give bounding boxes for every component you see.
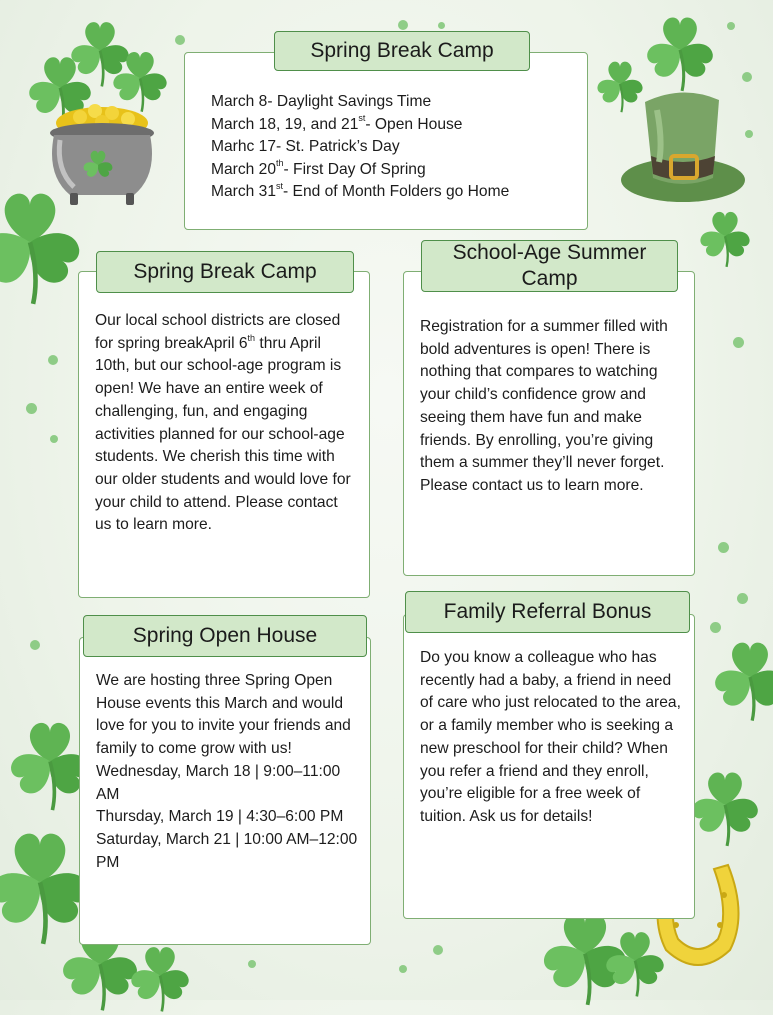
open-house-title: Spring Open House	[83, 615, 367, 657]
spring-break-title: Spring Break Camp	[96, 251, 354, 293]
events-card	[184, 52, 588, 230]
decorative-dot	[438, 22, 445, 29]
decorative-dot	[733, 337, 744, 348]
decorative-dot	[742, 72, 752, 82]
referral-card	[403, 614, 695, 919]
shamrock-icon	[700, 210, 750, 270]
event-line: Marhc 17- St. Patrick’s Day	[211, 138, 400, 155]
event-line: March 8- Daylight Savings Time	[211, 93, 432, 110]
shamrock-icon	[120, 945, 200, 1015]
pot-of-gold-icon	[40, 95, 165, 210]
decorative-dot	[26, 403, 37, 414]
decorative-dot	[433, 945, 443, 955]
decorative-dot	[398, 20, 408, 30]
decorative-dot	[745, 130, 753, 138]
open-house-intro: We are hosting three Spring Open House events this March and would love for you to invite your friends and family to come grow with us!	[96, 672, 351, 758]
open-house-card	[79, 637, 371, 945]
decorative-dot	[48, 355, 58, 365]
decorative-dot	[248, 960, 256, 968]
decorative-dot	[399, 965, 407, 973]
events-list	[211, 91, 509, 204]
open-house-session: Wednesday, March 18 | 9:00–11:00 AM	[96, 762, 341, 803]
referral-title: Family Referral Bonus	[405, 591, 690, 633]
event-line: March 18, 19, and 21st- Open House	[211, 113, 463, 133]
decorative-dot	[737, 593, 748, 604]
summer-camp-text: Registration for a summer filled with bold adventures is open! There is nothing that compares to watching your child’s confidence grow and seeing them have fun and make friends. By enrolling, you’re giving them a summer they’ll never forget. Please contact us to learn more.	[420, 318, 668, 494]
decorative-dot	[727, 22, 735, 30]
decorative-dot	[30, 640, 40, 650]
open-house-session: Thursday, March 19 | 4:30–6:00 PM	[96, 808, 344, 826]
open-house-text	[96, 670, 358, 874]
shamrock-icon	[10, 720, 90, 815]
decorative-dot	[175, 35, 185, 45]
decorative-dot	[718, 542, 729, 553]
spring-break-text: Our local school districts are closed for spring breakApril 6th thru April 10th, but our school-age program is open! We have an entire week of challenging, fun, and engaging activities planned for our school-age students. We cherish this time with our older students and would love for your child to attend. Please contact us to learn more.	[95, 312, 351, 534]
decorative-dot	[50, 435, 58, 443]
open-house-session: Saturday, March 21 | 10:00 AM–12:00 PM	[96, 830, 358, 871]
shamrock-icon	[715, 640, 773, 725]
leprechaun-hat-icon	[615, 82, 750, 212]
events-card-title: Spring Break Camp	[274, 31, 530, 71]
decorative-dot	[710, 622, 721, 633]
spring-break-card	[78, 271, 370, 598]
shamrock-icon	[690, 770, 760, 850]
event-line: March 31st- End of Month Folders go Home	[211, 180, 510, 200]
event-line: March 20th- First Day Of Spring	[211, 158, 426, 178]
referral-text: Do you know a colleague who has recently had a baby, a friend in need of care who just relocated to the area, or a family member who is seeking a new preschool for their child? When you refer a friend and they enroll, you’re eligible for a free week of tuition. Ask us for details!	[420, 649, 681, 825]
summer-camp-title: School-Age Summer Camp	[421, 240, 678, 292]
summer-camp-card	[403, 271, 695, 576]
